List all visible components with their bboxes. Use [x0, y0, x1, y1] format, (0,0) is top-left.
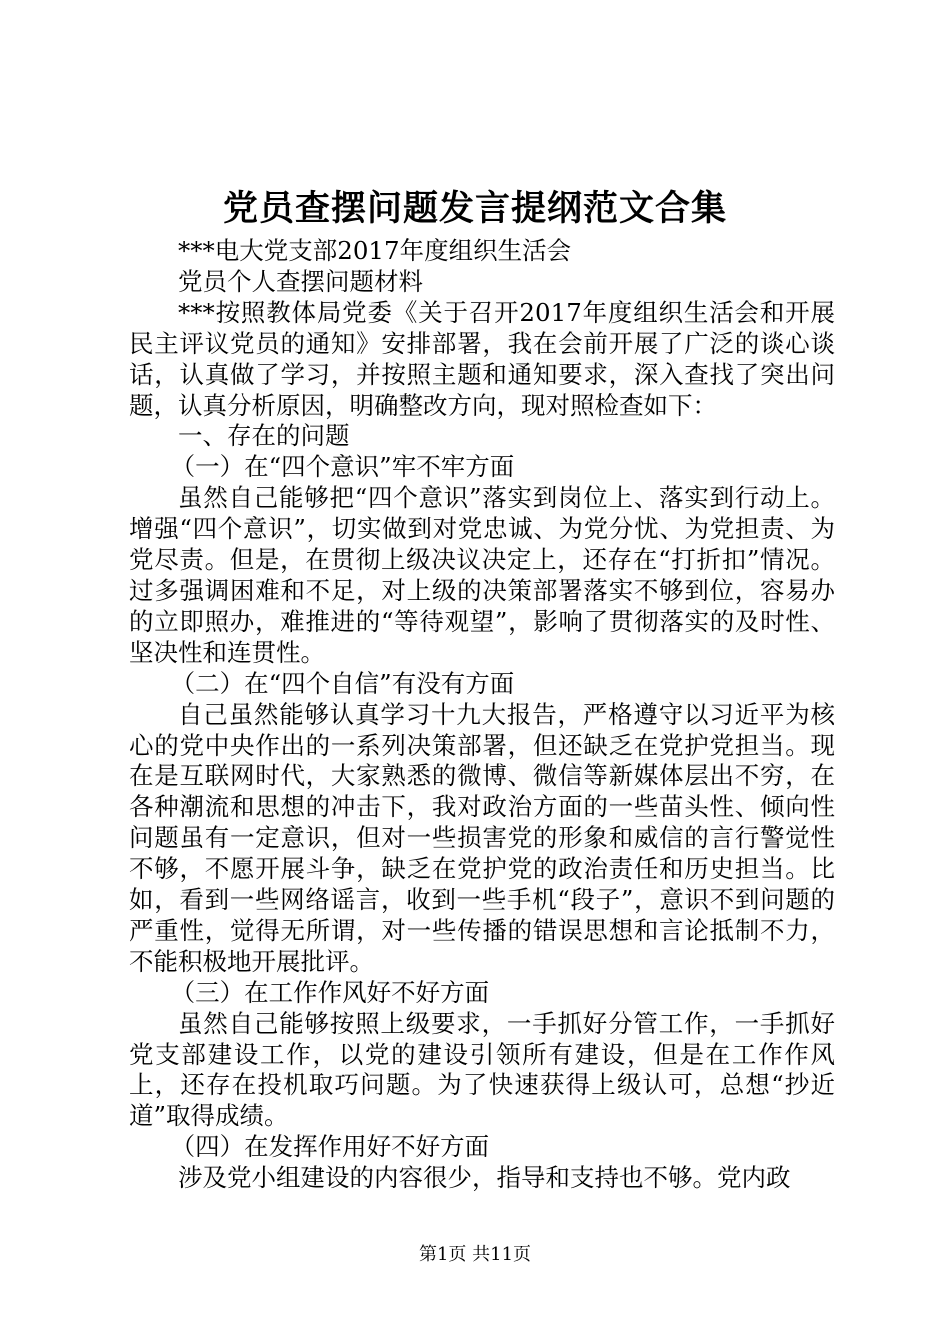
paragraph-subsection-3: 虽然自己能够按照上级要求，一手抓好分管工作，一手抓好党支部建设工作，以党的建设引领所有建设，但是在工作作风上，还存在投机取巧问题。为了快速获得上级认可，总想“抄近道”取得成绩。: [129, 1008, 835, 1131]
paragraph-subsection-2: 自己虽然能够认真学习十九大报告，严格遵守以习近平为核心的党中央作出的一系列决策部署，但还缺乏在党护党担当。现在是互联网时代，大家熟悉的微博、微信等新媒体层出不穷，在各种潮流和思想的冲击下，我对政治方面的一些苗头性、倾向性问题虽有一定意识，但对一些损害党的形象和威信的言行警觉性不够，不愿开展斗争，缺乏在党护党的政治责任和历史担当。比如，看到一些网络谣言，收到一些手机“段子”，意识不到问题的严重性，觉得无所谓，对一些传播的错误思想和言论抵制不力，不能积极地开展批评。: [129, 699, 835, 976]
paragraph-intro: ***按照教体局党委《关于召开2017年度组织生活会和开展民主评议党员的通知》安排部署，我在会前开展了广泛的谈心谈话，认真做了学习，并按照主题和通知要求，深入查找了突出问题，认真分析原因，明确整改方向，现对照检查如下：: [129, 297, 835, 420]
subsection-heading-1: （一）在“四个意识”牢不牢方面: [170, 452, 515, 482]
document-body: [129, 236, 835, 1194]
subsection-heading-4: （四）在发挥作用好不好方面: [170, 1132, 490, 1162]
paragraph-subsection-4: 涉及党小组建设的内容很少，指导和支持也不够。党内政: [178, 1163, 791, 1193]
paragraph-subsection-1: 虽然自己能够把“四个意识”落实到岗位上、落实到行动上。增强“四个意识”，切实做到对党忠诚、为党分忧、为党担责、为党尽责。但是，在贯彻上级决议决定上，还存在“打折扣”情况。过多强调困难和不足，对上级的决策部署落实不够到位，容易办的立即照办，难推进的“等待观望”，影响了贯彻落实的及时性、坚决性和连贯性。: [129, 483, 835, 667]
section-heading-problems: 一、存在的问题: [178, 421, 350, 451]
subsection-heading-3: （三）在工作作风好不好方面: [170, 977, 490, 1007]
paragraph-material-title: 党员个人查摆问题材料: [178, 266, 423, 296]
subsection-heading-2: （二）在“四个自信”有没有方面: [170, 668, 515, 698]
page-footer: 第1页 共11页: [418, 1244, 532, 1265]
paragraph-org-line: ***电大党支部2017年度组织生活会: [178, 236, 572, 265]
document-title: 党员查摆问题发言提纲范文合集: [222, 188, 727, 229]
